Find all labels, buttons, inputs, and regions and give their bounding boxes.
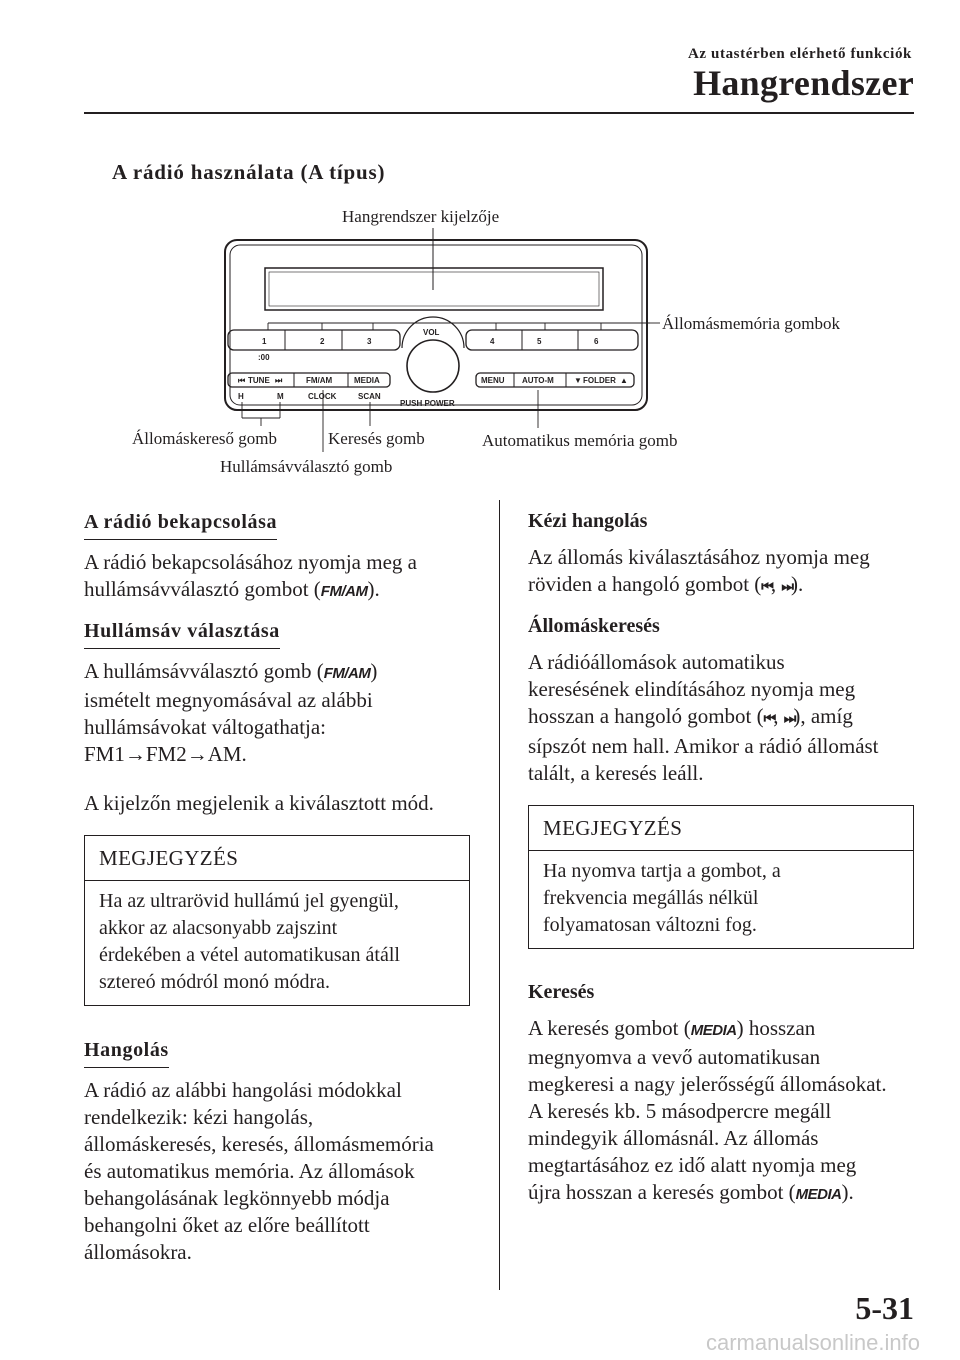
para-scan: A keresés gombot (MEDIA) hosszan megnyomva a vevő automatikusan megkeresi a nagy jelerősségű állomásokat. A keresés kb. 5 másodpercre megáll mindegyik állomásnál. Az állomás megtartásához ez idő alatt nyomja meg újra hosszan a keresés gombot (MEDIA). bbox=[528, 1016, 887, 1204]
label-tune: Állomáskereső gomb bbox=[132, 429, 277, 448]
note-title: MEGJEGYZÉS bbox=[529, 806, 913, 851]
preset-1-label: 1 bbox=[262, 337, 267, 346]
para-radio-on: A rádió bekapcsolásához nyomja meg a hullámsávválasztó gombot (FM/AM). bbox=[84, 550, 417, 601]
fmam-button-symbol: FM/AM bbox=[320, 583, 368, 600]
heading-scan: Keresés bbox=[528, 981, 595, 1003]
para-band-select: A hullámsávválasztó gomb (FM/AM) ismételt megnyomásával az alábbi hullámsávokat váltogathatja: FM1→FM2→AM. bbox=[84, 659, 378, 766]
audio-display bbox=[265, 268, 603, 310]
media-button-symbol: MEDIA bbox=[795, 1186, 842, 1203]
heading-band-select: Hullámsáv választása bbox=[84, 618, 280, 649]
label-band: Hullámsávválasztó gomb bbox=[220, 457, 393, 476]
fmam-button-symbol: FM/AM bbox=[323, 665, 371, 682]
para-manual-tuning: Az állomás kiválasztásához nyomja meg röviden a hangoló gombot (⏮, ⏭). bbox=[528, 545, 870, 596]
automem-label: AUTO-M bbox=[522, 376, 554, 385]
running-header-section: Az utastérben elérhető funkciók bbox=[688, 46, 912, 62]
note-title: MEGJEGYZÉS bbox=[85, 836, 469, 881]
preset-2-label: 2 bbox=[320, 337, 325, 346]
label-presets: Állomásmemória gombok bbox=[662, 314, 841, 333]
preset-4-label: 4 bbox=[490, 337, 495, 346]
label-scan: Keresés gomb bbox=[328, 429, 425, 448]
header-rule bbox=[84, 112, 914, 114]
scan-label: SCAN bbox=[358, 392, 381, 401]
clock-label: CLOCK bbox=[308, 392, 337, 401]
heading-radio-on: A rádió bekapcsolása bbox=[84, 509, 277, 540]
section-title: A rádió használata (A típus) bbox=[112, 160, 386, 184]
preset-6-label: 6 bbox=[594, 337, 599, 346]
tune-next-glyph: ⏭ bbox=[275, 376, 283, 385]
note-body: Ha az ultrarövid hullámú jel gyengül, akkor az alacsonyabb zajszint érdekében a vétel automatikusan átáll sztereó módról monó módra. bbox=[99, 890, 400, 993]
right-column bbox=[528, 508, 918, 1208]
folder-up-glyph: ▲ bbox=[620, 376, 628, 385]
prev-track-icon: ⏮ bbox=[763, 711, 774, 727]
next-track-icon: ⏭ bbox=[781, 579, 792, 595]
folder-down-glyph: ▼ bbox=[574, 376, 582, 385]
volume-knob bbox=[407, 340, 459, 392]
menu-label: MENU bbox=[481, 376, 505, 385]
para-seek: A rádióállomások automatikus keresésének elindításához nyomja meg hosszan a hangoló gombot (⏮, ⏭), amíg sípszót nem hall. Amikor a rádió állomást talált, a keresés leáll. bbox=[528, 650, 879, 785]
colon00-label: :00 bbox=[258, 353, 270, 362]
running-header-title: Hangrendszer bbox=[693, 63, 914, 103]
preset-strip-left bbox=[228, 330, 400, 350]
page-number: 5-31 bbox=[855, 1290, 914, 1326]
label-display: Hangrendszer kijelzője bbox=[342, 207, 500, 226]
note-body: Ha nyomva tartja a gombot, a frekvencia megállás nélkül folyamatosan változni fog. bbox=[543, 860, 781, 936]
folder-label: FOLDER bbox=[583, 376, 616, 385]
vol-label: VOL bbox=[423, 328, 440, 337]
para-display-mode: A kijelzőn megjelenik a kiválasztott mód. bbox=[84, 791, 434, 815]
para-tuning: A rádió az alábbi hangolási módokkal rendelkezik: kézi hangolás, állomáskeresés, keresés, állomásmemória és automatikus memória. Az állomások behangolásának legkönnyebb módja behangolni őket az előre beállított állomásokra. bbox=[84, 1078, 434, 1264]
preset-3-label: 3 bbox=[367, 337, 372, 346]
fmam-label: FM/AM bbox=[306, 376, 333, 385]
heading-manual-tuning: Kézi hangolás bbox=[528, 510, 648, 532]
radio-diagram bbox=[0, 190, 960, 490]
left-column bbox=[84, 508, 474, 1266]
push-power-label: PUSH POWER bbox=[400, 399, 455, 408]
tune-label: TUNE bbox=[248, 376, 270, 385]
m-label: M bbox=[277, 392, 284, 401]
h-label: H bbox=[238, 392, 244, 401]
prev-track-icon: ⏮ bbox=[761, 579, 771, 595]
next-track-icon: ⏭ bbox=[783, 711, 794, 727]
tune-prev-glyph: ⏮ bbox=[238, 376, 246, 385]
preset-5-label: 5 bbox=[537, 337, 542, 346]
note-box-right bbox=[528, 805, 914, 949]
label-automem: Automatikus memória gomb bbox=[482, 431, 678, 450]
media-button-symbol: MEDIA bbox=[690, 1022, 737, 1039]
heading-tuning: Hangolás bbox=[84, 1037, 169, 1068]
column-divider bbox=[499, 500, 500, 1290]
watermark: carmanualsonline.info bbox=[705, 1330, 920, 1355]
heading-seek: Állomáskeresés bbox=[528, 615, 660, 637]
note-box-left bbox=[84, 835, 470, 1006]
media-label: MEDIA bbox=[354, 376, 380, 385]
